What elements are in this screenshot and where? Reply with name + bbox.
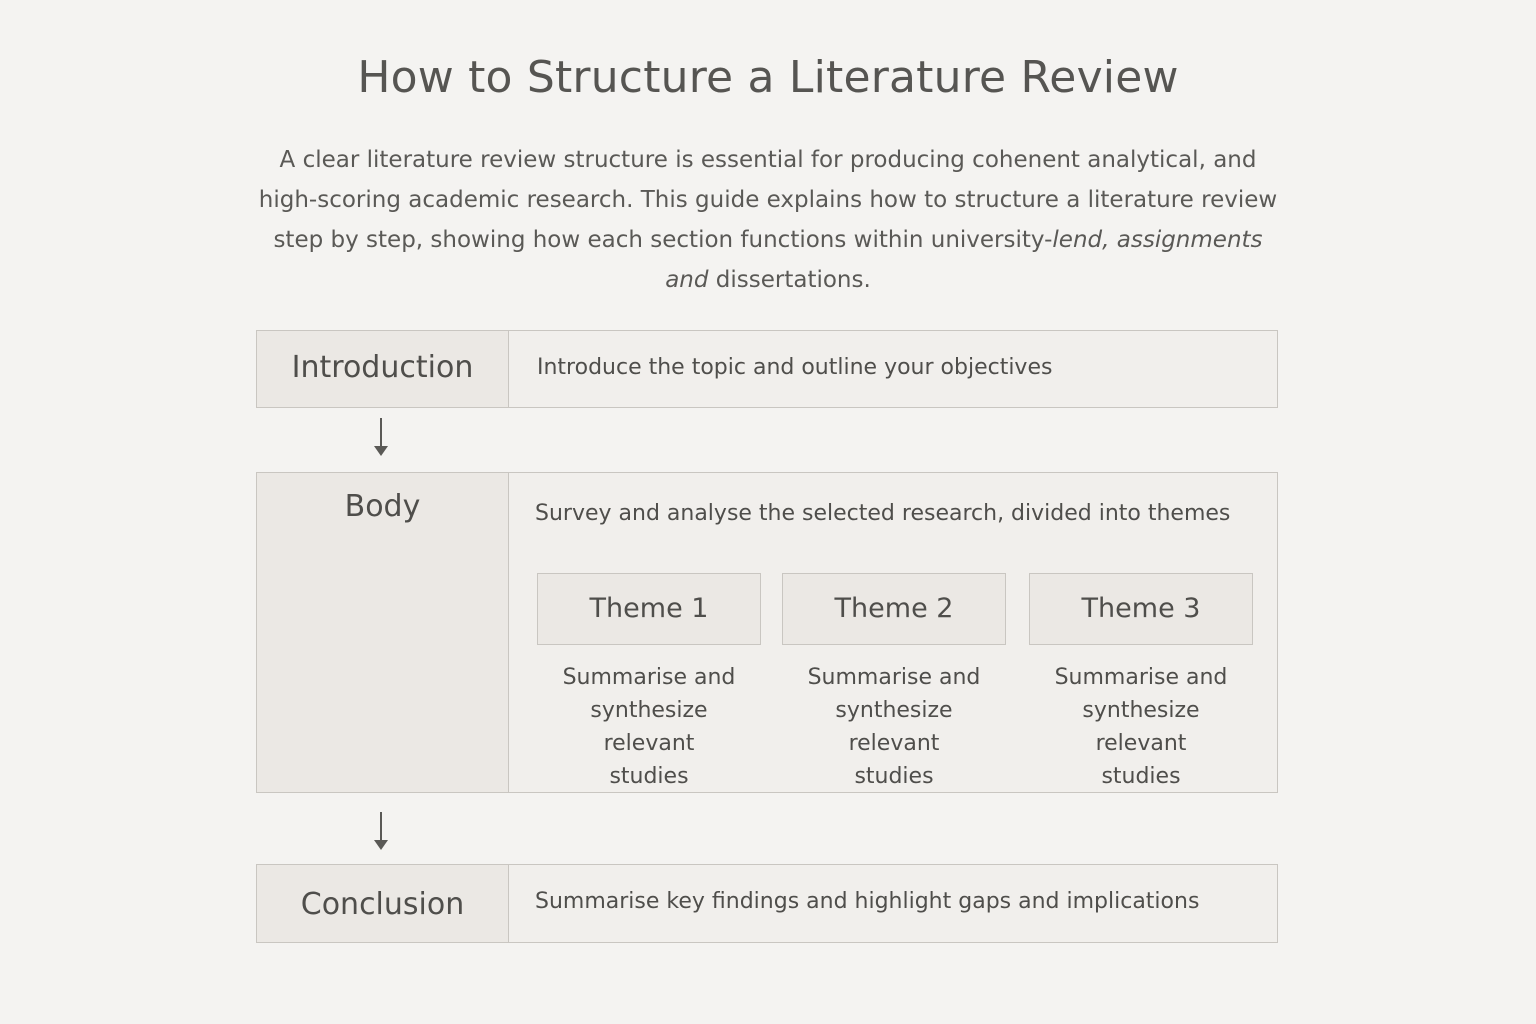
theme-description (537, 661, 761, 793)
theme-desc-line: synthesize relevant (1082, 698, 1200, 756)
theme-title: Theme 1 (537, 573, 761, 645)
introduction-row (256, 330, 1278, 408)
theme-desc-line: Summarise and (807, 665, 981, 690)
body-row (256, 472, 1278, 793)
conclusion-row (256, 864, 1278, 943)
introduction-label: Introduction (257, 331, 509, 407)
intro-line-2: high-scoring academic research. This guide explains how to structure a literature review (258, 187, 1278, 213)
arrow-down-icon (370, 810, 392, 852)
theme-title: Theme 3 (1029, 573, 1253, 645)
intro-line-3: step by step, showing how each section functions within university- (273, 227, 1053, 253)
intro-line-4: dissertations. (708, 267, 871, 293)
arrow-down-icon (370, 416, 392, 458)
intro-line-1: A clear literature review structure is essential for producing cohenent analytical, and (279, 147, 1257, 173)
theme-card (1029, 573, 1253, 793)
theme-desc-line: synthesize relevant (590, 698, 708, 756)
theme-description (1029, 661, 1253, 793)
theme-title: Theme 2 (782, 573, 1006, 645)
intro-line-4-italic: and (665, 267, 709, 293)
theme-desc-line: Summarise and (562, 665, 736, 690)
intro-line-3-italic: lend, assignments (1052, 227, 1263, 253)
theme-card (782, 573, 1006, 793)
theme-card (537, 573, 761, 793)
intro-paragraph (248, 140, 1288, 300)
body-description: Survey and analyse the selected research, divided into themes (535, 501, 1231, 526)
conclusion-description: Summarise key findings and highlight gaps and implications (535, 889, 1200, 914)
theme-desc-line: Summarise and (1054, 665, 1228, 690)
theme-desc-line: studies (854, 764, 934, 789)
theme-description (782, 661, 1006, 793)
theme-desc-line: synthesize relevant (835, 698, 953, 756)
page-title: How to Structure a Literature Review (357, 52, 1179, 103)
introduction-description: Introduce the topic and outline your objectives (537, 355, 1053, 380)
theme-desc-line: studies (609, 764, 689, 789)
conclusion-label: Conclusion (257, 865, 509, 942)
theme-desc-line: studies (1101, 764, 1181, 789)
body-label: Body (257, 473, 509, 792)
